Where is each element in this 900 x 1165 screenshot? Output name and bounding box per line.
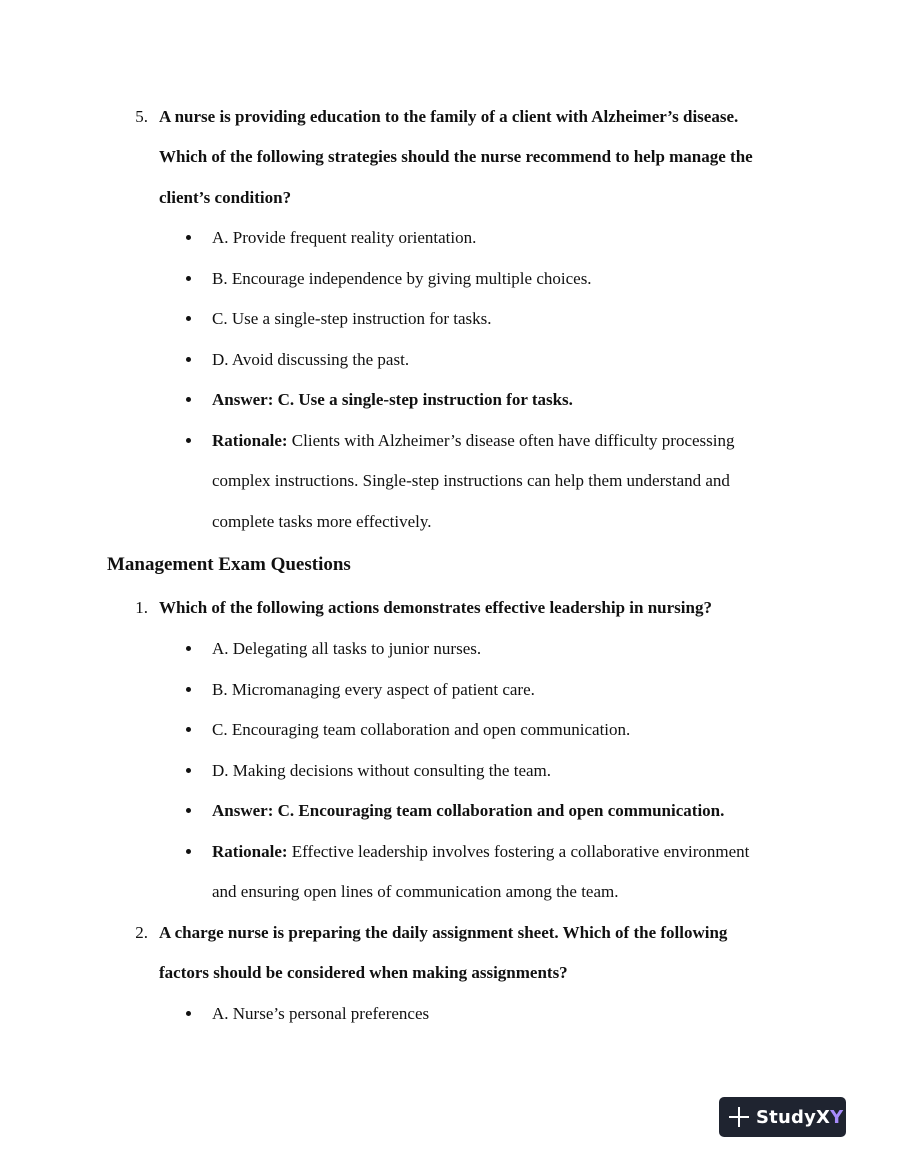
option-b: B. Micromanaging every aspect of patient care. <box>212 680 535 699</box>
rationale-label: Rationale: <box>212 431 288 450</box>
bullet-icon <box>186 316 194 324</box>
bullet-icon <box>186 438 194 446</box>
option-a: A. Nurse’s personal preferences <box>212 1004 430 1023</box>
question-number: 2. <box>135 923 148 942</box>
rationale-line <box>212 431 735 451</box>
answer-text: Answer: C. Use a single-step instruction for tasks. <box>212 390 573 409</box>
question-number: 5. <box>135 107 148 126</box>
question-text-line: Which of the following actions demonstrates effective leadership in nursing? <box>159 598 712 617</box>
bullet-icon <box>186 276 194 284</box>
studyxy-logo <box>719 1097 846 1137</box>
option-a: A. Provide frequent reality orientation. <box>212 228 477 247</box>
bullet-icon <box>186 687 194 695</box>
bullet-icon <box>186 1011 194 1019</box>
rationale-text: and ensuring open lines of communication among the team. <box>212 882 619 901</box>
option-c: C. Use a single-step instruction for tasks. <box>212 309 492 328</box>
question-text-line: A nurse is providing education to the family of a client with Alzheimer’s disease. <box>159 107 739 126</box>
rationale-text: complete tasks more effectively. <box>212 512 432 531</box>
question-text-line: Which of the following strategies should the nurse recommend to help manage the <box>159 147 753 166</box>
section-heading: Management Exam Questions <box>107 554 351 575</box>
option-d: D. Making decisions without consulting the team. <box>212 761 552 780</box>
question-text-line: A charge nurse is preparing the daily assignment sheet. Which of the following <box>159 923 728 942</box>
plus-icon <box>728 1106 750 1128</box>
option-a: A. Delegating all tasks to junior nurses. <box>212 639 482 658</box>
option-c: C. Encouraging team collaboration and open communication. <box>212 720 631 739</box>
answer-text: Answer: C. Encouraging team collaboration and open communication. <box>212 801 725 820</box>
rationale-label: Rationale: <box>212 842 288 861</box>
option-b: B. Encourage independence by giving multiple choices. <box>212 269 592 288</box>
rationale-text: Clients with Alzheimer’s disease often have difficulty processing <box>287 431 735 450</box>
question-text-line: client’s condition? <box>159 188 292 207</box>
bullet-icon <box>186 646 194 654</box>
option-d: D. Avoid discussing the past. <box>212 350 410 369</box>
bullet-icon <box>186 849 194 857</box>
question-text-line: factors should be considered when making assignments? <box>159 963 568 982</box>
bullet-icon <box>186 357 194 365</box>
bullet-icon <box>186 727 194 735</box>
bullet-icon <box>186 235 194 243</box>
logo-text: StudyXY <box>756 1106 844 1128</box>
rationale-line <box>212 842 749 862</box>
bullet-icon <box>186 808 194 816</box>
bullet-icon <box>186 397 194 405</box>
question-number: 1. <box>135 598 148 617</box>
rationale-text: Effective leadership involves fostering a collaborative environment <box>287 842 750 861</box>
rationale-text: complex instructions. Single-step instructions can help them understand and <box>212 471 730 490</box>
bullet-icon <box>186 768 194 776</box>
